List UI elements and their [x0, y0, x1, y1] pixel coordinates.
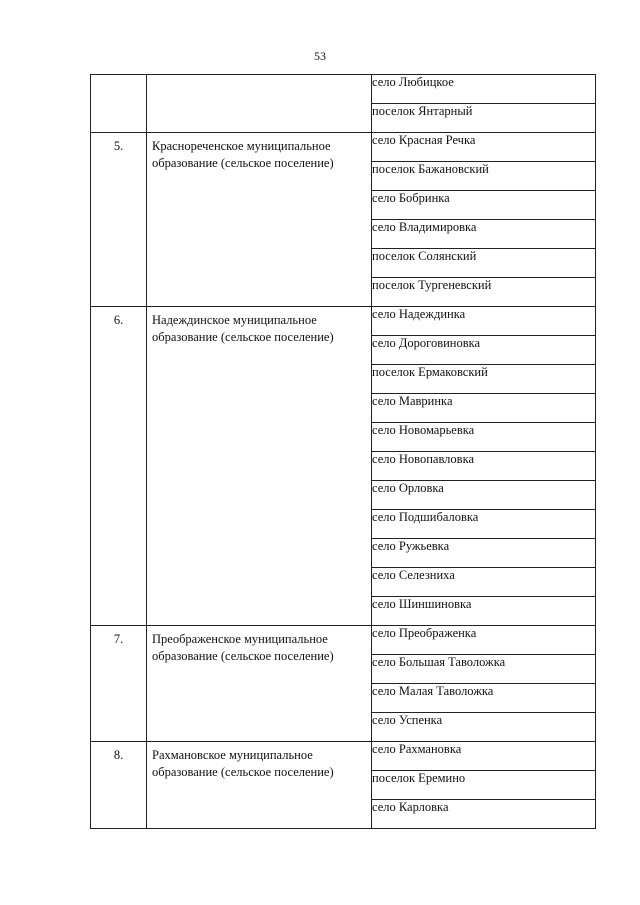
settlement-name: село Рахмановка: [372, 742, 596, 771]
settlement-name: поселок Тургеневский: [372, 278, 596, 307]
settlement-name: село Шиншиновка: [372, 597, 596, 626]
settlement-name: село Малая Таволожка: [372, 684, 596, 713]
municipality-name: [147, 75, 371, 80]
settlement-name: село Подшибаловка: [372, 510, 596, 539]
settlement-name: село Преображенка: [372, 626, 596, 655]
municipality-cell: [147, 626, 372, 742]
settlement-name: село Любицкое: [372, 75, 596, 104]
group-number-cell: [91, 626, 147, 742]
settlement-name: село Орловка: [372, 481, 596, 510]
settlement-name: село Карловка: [372, 800, 596, 829]
group-number-cell: [91, 307, 147, 626]
settlement-name: село Надеждинка: [372, 307, 596, 336]
municipality-cell: [147, 75, 372, 133]
table-row: [91, 626, 596, 655]
municipality-name: Краснореченское муниципальное образование (сельское поселение): [152, 139, 334, 170]
table-row: [91, 742, 596, 771]
settlement-name: поселок Солянский: [372, 249, 596, 278]
municipality-name: Рахмановское муниципальное образование (сельское поселение): [152, 748, 334, 779]
municipality-cell: [147, 133, 372, 307]
settlement-name: поселок Ермаковский: [372, 365, 596, 394]
municipality-cell: [147, 742, 372, 829]
settlement-name: село Большая Таволожка: [372, 655, 596, 684]
settlement-name: село Новопавловка: [372, 452, 596, 481]
settlement-name: село Селезниха: [372, 568, 596, 597]
group-number: 7.: [113, 632, 124, 646]
settlement-name: село Красная Речка: [372, 133, 596, 162]
group-number-cell: [91, 75, 147, 133]
settlement-name: поселок Бажановский: [372, 162, 596, 191]
settlement-name: село Успенка: [372, 713, 596, 742]
group-number: 6.: [113, 313, 124, 327]
page-number: 53: [314, 49, 326, 63]
group-number: [91, 75, 146, 81]
settlement-name: поселок Еремино: [372, 771, 596, 800]
municipality-name: Преображенское муниципальное образование (сельское поселение): [152, 632, 334, 663]
group-number-cell: [91, 742, 147, 829]
settlements-table: [90, 74, 596, 829]
group-number-cell: [91, 133, 147, 307]
settlement-name: поселок Янтарный: [372, 104, 596, 133]
table-row: [91, 307, 596, 336]
settlement-name: село Новомарьевка: [372, 423, 596, 452]
settlement-name: село Ружьевка: [372, 539, 596, 568]
group-number: 5.: [113, 139, 124, 153]
municipality-name: Надеждинское муниципальное образование (сельское поселение): [152, 313, 334, 344]
settlement-name: село Мавринка: [372, 394, 596, 423]
table-row: [91, 133, 596, 162]
settlement-name: село Владимировка: [372, 220, 596, 249]
municipality-cell: [147, 307, 372, 626]
table-body: [91, 75, 596, 829]
settlement-name: село Бобринка: [372, 191, 596, 220]
settlement-name: село Дороговиновка: [372, 336, 596, 365]
group-number: 8.: [113, 748, 124, 762]
table-row: [91, 75, 596, 104]
